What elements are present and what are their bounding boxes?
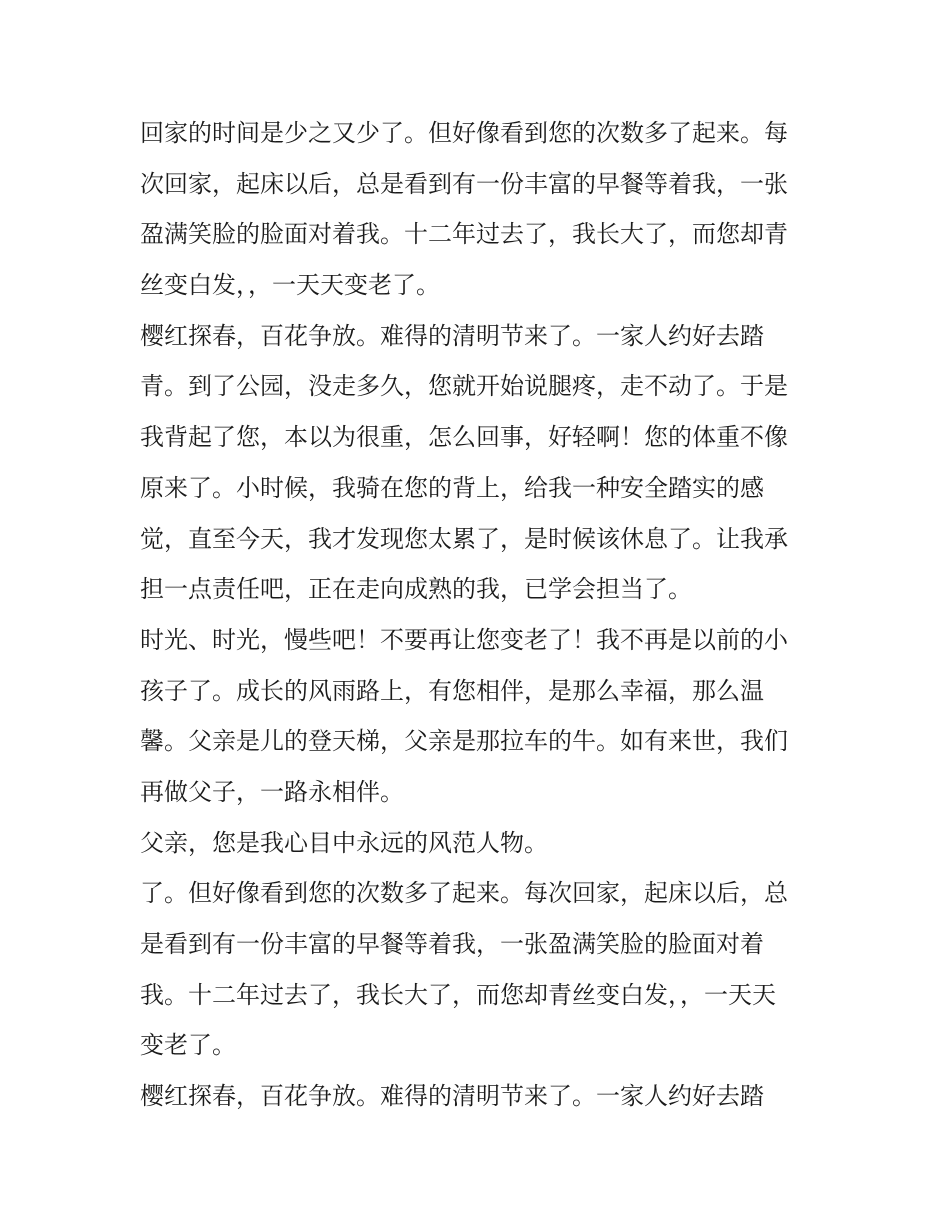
text-line: 樱红探春，百花争放。难得的清明节来了。一家人约好去踏: [140, 1082, 764, 1111]
body-text: [140, 108, 820, 1122]
text-line: 馨。父亲是儿的登天梯，父亲是那拉车的牛。如有来世，我们: [140, 727, 788, 756]
text-line: 回家的时间是少之又少了。但好像看到您的次数多了起来。每: [140, 119, 788, 147]
text-line: 青。到了公园，没走多久，您就开始说腿疼，走不动了。于是: [140, 372, 788, 401]
text-line: 丝变白发，，一天天变老了。: [140, 271, 440, 300]
text-line: 了。但好像看到您的次数多了起来。每次回家，起床以后，总: [140, 879, 788, 908]
text-line: 觉，直至今天，我才发现您太累了，是时候该休息了。让我承: [140, 524, 788, 553]
text-line: 是看到有一份丰富的早餐等着我，一张盈满笑脸的脸面对着: [140, 930, 764, 958]
text-line: 原来了。小时候，我骑在您的背上，给我一种安全踏实的感: [140, 473, 764, 502]
text-line: 樱红探春，百花争放。难得的清明节来了。一家人约好去踏: [140, 321, 764, 350]
text-line: 父亲，您是我心目中永远的风范人物。: [140, 828, 548, 857]
text-line: 盈满笑脸的脸面对着我。十二年过去了，我长大了，而您却青: [140, 220, 788, 249]
text-line: 孩子了。成长的风雨路上，有您相伴，是那么幸福，那么温: [140, 676, 764, 705]
text-line: 变老了。: [140, 1031, 236, 1060]
text-line: 担一点责任吧，正在走向成熟的我，已学会担当了。: [140, 575, 692, 604]
text-line: 次回家，起床以后，总是看到有一份丰富的早餐等着我，一张: [140, 169, 788, 198]
text-line: 我背起了您，本以为很重，怎么回事，好轻啊！您的体重不像: [140, 423, 788, 452]
text-line: 时光、时光，慢些吧！不要再让您变老了！我不再是以前的小: [140, 625, 788, 654]
text-line: 我。十二年过去了，我长大了，而您却青丝变白发，，一天天: [140, 980, 776, 1009]
text-line: 再做父子，一路永相伴。: [140, 777, 404, 806]
